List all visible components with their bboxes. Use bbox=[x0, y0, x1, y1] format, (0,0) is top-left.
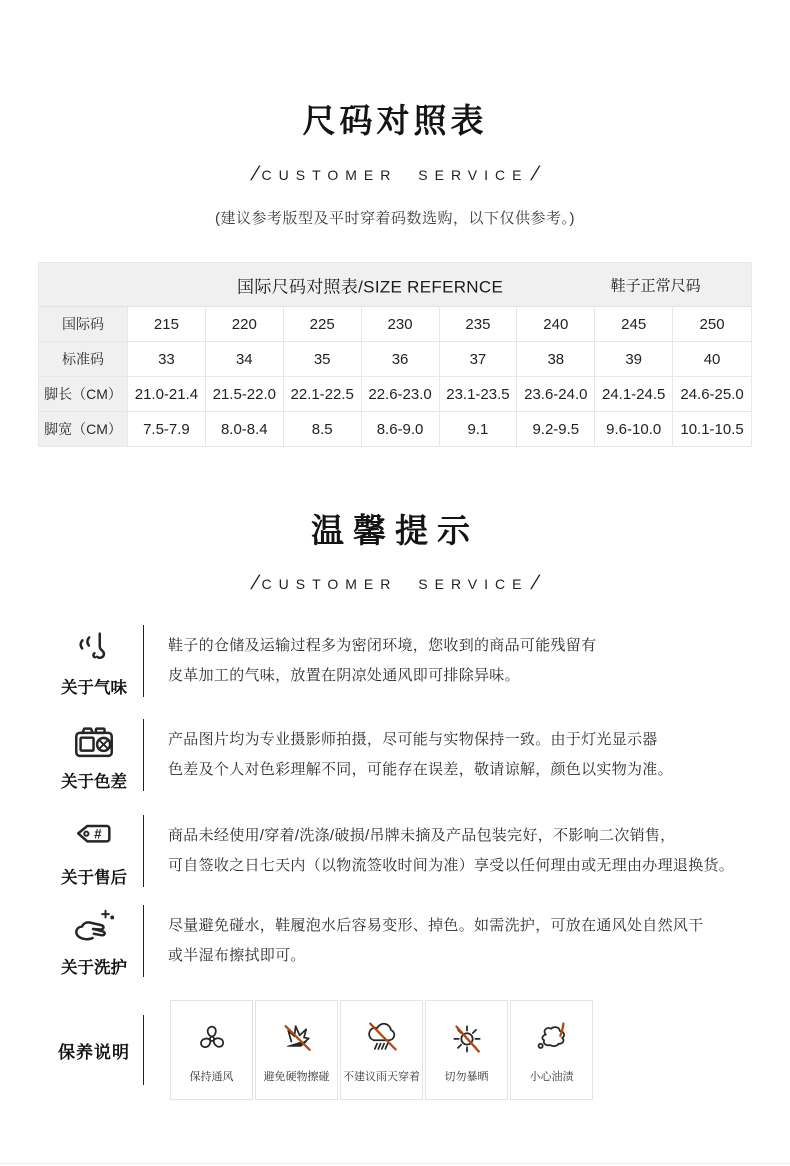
tip-label: 关于气味 bbox=[61, 678, 127, 697]
size-cell: 9.2-9.5 bbox=[517, 412, 595, 446]
size-cell: 23.1-23.5 bbox=[440, 377, 518, 412]
divider bbox=[143, 1015, 144, 1085]
size-cell: 35 bbox=[284, 342, 362, 377]
tip-text bbox=[168, 631, 596, 691]
no-sharp-icon bbox=[276, 1017, 318, 1059]
size-cell: 21.0-21.4 bbox=[128, 377, 206, 412]
tip-item-washing bbox=[45, 896, 762, 986]
care-box-label: 小心油渍 bbox=[529, 1070, 574, 1083]
tip-icon-block bbox=[45, 625, 143, 698]
tip-icon-block bbox=[45, 815, 143, 888]
size-cell: 230 bbox=[362, 307, 440, 342]
tips-title: 温馨提示 bbox=[311, 512, 479, 549]
size-table bbox=[38, 262, 752, 447]
tip-text-line: 或半湿布擦拭即可。 bbox=[168, 947, 306, 964]
size-cell: 22.1-22.5 bbox=[284, 377, 362, 412]
size-cell: 38 bbox=[517, 342, 595, 377]
size-cell: 8.6-9.0 bbox=[362, 412, 440, 446]
divider bbox=[143, 815, 144, 887]
slash-decoration: / bbox=[250, 163, 260, 185]
size-table-row bbox=[39, 412, 751, 446]
tip-label: 关于色差 bbox=[61, 772, 127, 791]
size-cell: 9.1 bbox=[440, 412, 518, 446]
size-table-header-main: 国际尺码对照表/SIZE REFERNCE bbox=[237, 277, 504, 296]
size-note: (建议参考版型及平时穿着码数选购，以下仅供参考。) bbox=[215, 210, 575, 227]
size-cell: 37 bbox=[440, 342, 518, 377]
divider bbox=[143, 625, 144, 697]
slash-decoration: / bbox=[250, 572, 260, 594]
care-instructions bbox=[45, 1000, 593, 1100]
size-cell: 33 bbox=[128, 342, 206, 377]
tip-label: 关于洗护 bbox=[61, 958, 127, 977]
size-cell: 36 bbox=[362, 342, 440, 377]
size-cell: 24.1-24.5 bbox=[595, 377, 673, 412]
tip-text-line: 皮革加工的气味，放置在阴凉处通风即可排除异味。 bbox=[168, 667, 520, 684]
tip-item-aftersales bbox=[45, 806, 762, 896]
size-cell: 23.6-24.0 bbox=[517, 377, 595, 412]
size-cell: 220 bbox=[206, 307, 284, 342]
tip-text-line: 产品图片均为专业摄影师拍摄，尽可能与实物保持一致。由于灯光显示器 bbox=[168, 731, 658, 748]
tip-text-line: 尽量避免碰水，鞋履泡水后容易变形、掉色。如需洗护，可放在通风处自然风干 bbox=[168, 917, 704, 934]
tip-text bbox=[168, 911, 704, 971]
care-box-oil bbox=[510, 1000, 593, 1100]
customer-service-text: CUSTOMER SERVICE bbox=[261, 166, 529, 183]
size-cell: 34 bbox=[206, 342, 284, 377]
size-cell: 21.5-22.0 bbox=[206, 377, 284, 412]
bottom-divider bbox=[0, 1163, 790, 1164]
divider bbox=[143, 719, 144, 791]
no-rain-icon bbox=[361, 1017, 403, 1059]
size-cell: 250 bbox=[673, 307, 751, 342]
care-box-label: 切勿暴晒 bbox=[444, 1070, 489, 1083]
size-cell: 240 bbox=[517, 307, 595, 342]
size-cell: 215 bbox=[128, 307, 206, 342]
size-cell: 10.1-10.5 bbox=[673, 412, 751, 446]
size-cell: 8.5 bbox=[284, 412, 362, 446]
tip-item-smell bbox=[45, 616, 762, 706]
size-cell: 9.6-10.0 bbox=[595, 412, 673, 446]
size-cell: 7.5-7.9 bbox=[128, 412, 206, 446]
divider bbox=[143, 905, 144, 977]
tip-icon-block bbox=[45, 905, 143, 978]
tip-text-line: 可自签收之日七天内（以物流签收时间为准）享受以任何理由或无理由办理退换货。 bbox=[168, 857, 735, 874]
camera-icon bbox=[71, 719, 117, 765]
size-cell: 40 bbox=[673, 342, 751, 377]
care-box-no-abrasion bbox=[255, 1000, 338, 1100]
tip-icon-block bbox=[45, 719, 143, 792]
slash-decoration: / bbox=[531, 163, 540, 185]
care-box-label: 保持通风 bbox=[189, 1070, 234, 1083]
size-table-row bbox=[39, 307, 751, 342]
no-sun-icon bbox=[446, 1017, 488, 1059]
tip-item-color bbox=[45, 710, 762, 800]
care-box-label: 不建议雨天穿着 bbox=[343, 1070, 420, 1083]
size-cell: 22.6-23.0 bbox=[362, 377, 440, 412]
size-cell: 8.0-8.4 bbox=[206, 412, 284, 446]
size-cell: 39 bbox=[595, 342, 673, 377]
tag-icon bbox=[71, 815, 117, 861]
size-cell: 235 bbox=[440, 307, 518, 342]
size-cell: 225 bbox=[284, 307, 362, 342]
tip-text-line: 商品未经使用/穿着/洗涤/破损/吊牌未摘及产品包装完好，不影响二次销售， bbox=[168, 827, 676, 844]
tip-text-line: 鞋子的仓储及运输过程多为密闭环境，您收到的商品可能残留有 bbox=[168, 637, 597, 654]
size-chart-title: 尺码对照表 bbox=[302, 102, 488, 139]
slash-decoration: / bbox=[531, 572, 540, 594]
tip-text-line: 色差及个人对色彩理解不同，可能存在误差，敬请谅解，颜色以实物为准。 bbox=[168, 761, 673, 778]
row-label: 国际码 bbox=[39, 307, 128, 342]
customer-service-text: CUSTOMER SERVICE bbox=[261, 575, 529, 592]
tip-text bbox=[168, 725, 673, 785]
oil-stain-icon bbox=[531, 1017, 573, 1059]
handwash-icon bbox=[71, 905, 117, 951]
row-label: 标准码 bbox=[39, 342, 128, 377]
customer-service-subtitle bbox=[0, 163, 790, 186]
tip-label: 关于售后 bbox=[61, 868, 127, 887]
row-label: 脚宽（CM） bbox=[39, 412, 128, 446]
size-cell: 245 bbox=[595, 307, 673, 342]
fan-icon bbox=[191, 1017, 233, 1059]
size-table-row bbox=[39, 342, 751, 377]
customer-service-subtitle bbox=[0, 572, 790, 595]
size-table-row bbox=[39, 377, 751, 412]
row-label: 脚长（CM） bbox=[39, 377, 128, 412]
care-box-label: 避免硬物擦碰 bbox=[263, 1070, 330, 1083]
svg-text:#: # bbox=[94, 825, 102, 841]
size-cell: 24.6-25.0 bbox=[673, 377, 751, 412]
care-box-ventilation bbox=[170, 1000, 253, 1100]
size-table-header bbox=[39, 263, 751, 307]
care-boxes bbox=[170, 1000, 593, 1100]
tip-text bbox=[168, 821, 734, 881]
size-table-header-right: 鞋子正常尺码 bbox=[610, 277, 701, 294]
care-label: 保养说明 bbox=[58, 1042, 130, 1062]
smell-icon bbox=[71, 625, 117, 671]
care-box-no-sun bbox=[425, 1000, 508, 1100]
care-box-no-rain bbox=[340, 1000, 423, 1100]
